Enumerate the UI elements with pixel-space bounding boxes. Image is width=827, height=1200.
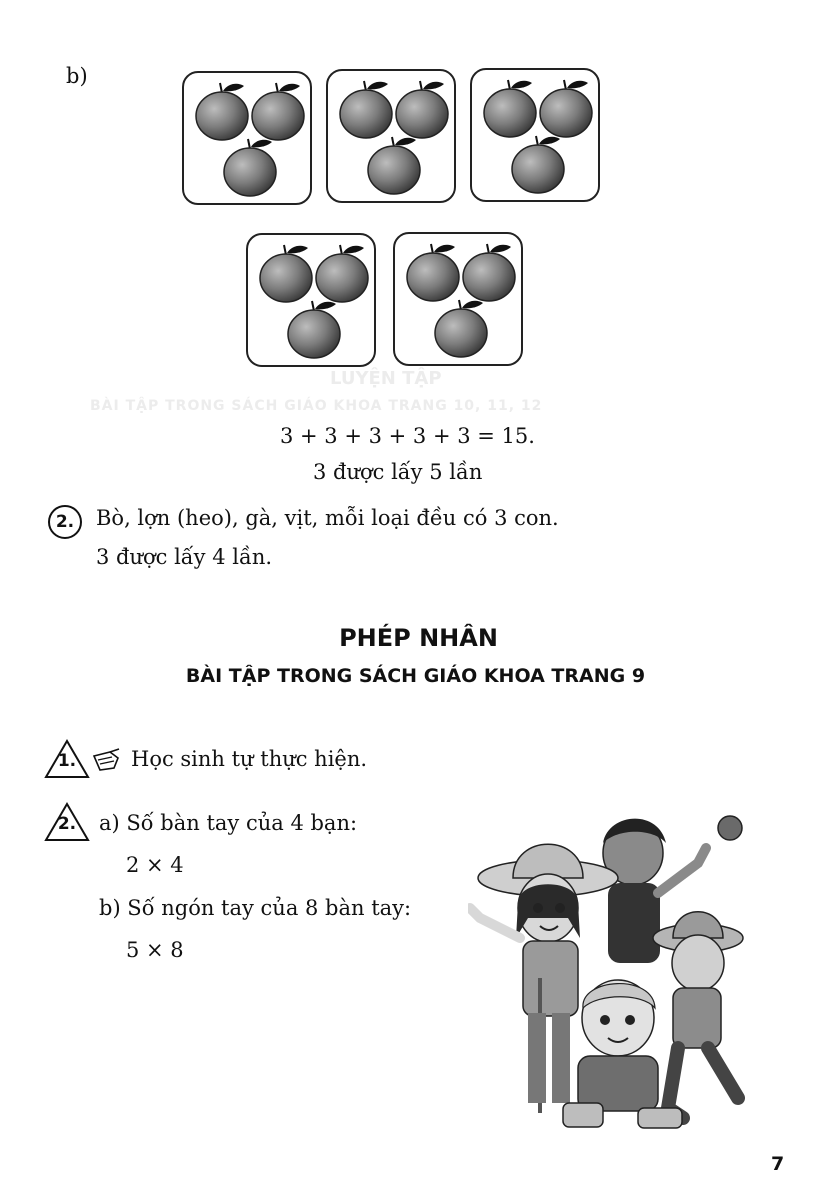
part-b-label: b) bbox=[66, 64, 88, 88]
orange-icon bbox=[338, 77, 394, 139]
section-title: PHÉP NHÂN bbox=[339, 624, 498, 652]
orange-icon bbox=[250, 79, 306, 141]
exercise-2-part-a: a) Số bàn tay của 4 bạn: bbox=[99, 811, 358, 835]
orange-group-5 bbox=[393, 232, 523, 366]
orange-icon bbox=[394, 77, 450, 139]
orange-icon bbox=[258, 241, 314, 303]
exercise-number-label: 2. bbox=[57, 814, 77, 834]
bleed-through-text: BÀI TẬP TRONG SÁCH GIÁO KHOA TRANG 10, 11, 12 bbox=[90, 398, 543, 414]
orange-icon bbox=[433, 296, 489, 358]
orange-icon bbox=[461, 240, 517, 302]
orange-group-4 bbox=[246, 233, 376, 367]
equation: 3 + 3 + 3 + 3 + 3 = 15. bbox=[280, 424, 535, 448]
orange-group-1 bbox=[182, 71, 312, 205]
orange-icon bbox=[286, 297, 342, 359]
bleed-through-text: LUYỆN TẬP bbox=[330, 368, 442, 389]
orange-group-2 bbox=[326, 69, 456, 203]
exercise-2-part-b: b) Số ngón tay của 8 bàn tay: bbox=[99, 896, 412, 920]
exercise-number-label: 1. bbox=[57, 751, 77, 771]
orange-group-3 bbox=[470, 68, 600, 202]
orange-icon bbox=[405, 240, 461, 302]
orange-icon bbox=[366, 133, 422, 195]
orange-icon bbox=[222, 135, 278, 197]
exercise-number-triangle bbox=[44, 802, 90, 842]
orange-icon bbox=[538, 76, 594, 138]
exercise-2-answer-b: 5 × 8 bbox=[126, 938, 184, 962]
pencil-hand-icon bbox=[92, 748, 122, 774]
orange-icon bbox=[194, 79, 250, 141]
page-number: 7 bbox=[771, 1153, 785, 1175]
exercise-number-circle: 2. bbox=[48, 505, 82, 539]
orange-icon bbox=[314, 241, 370, 303]
exercise-2-line-2: 3 được lấy 4 lần. bbox=[96, 545, 273, 569]
section-subtitle: BÀI TẬP TRONG SÁCH GIÁO KHOA TRANG 9 bbox=[185, 665, 646, 687]
orange-icon bbox=[482, 76, 538, 138]
exercise-2-answer-a: 2 × 4 bbox=[126, 853, 184, 877]
equation-answer: 3 được lấy 5 lần bbox=[313, 460, 483, 484]
exercise-1-text: Học sinh tự thực hiện. bbox=[131, 747, 368, 771]
exercise-2-line-1: Bò, lợn (heo), gà, vịt, mỗi loại đều có 3 con. bbox=[96, 506, 559, 530]
orange-icon bbox=[510, 132, 566, 194]
children-illustration bbox=[468, 808, 758, 1138]
exercise-number-triangle bbox=[44, 739, 90, 779]
